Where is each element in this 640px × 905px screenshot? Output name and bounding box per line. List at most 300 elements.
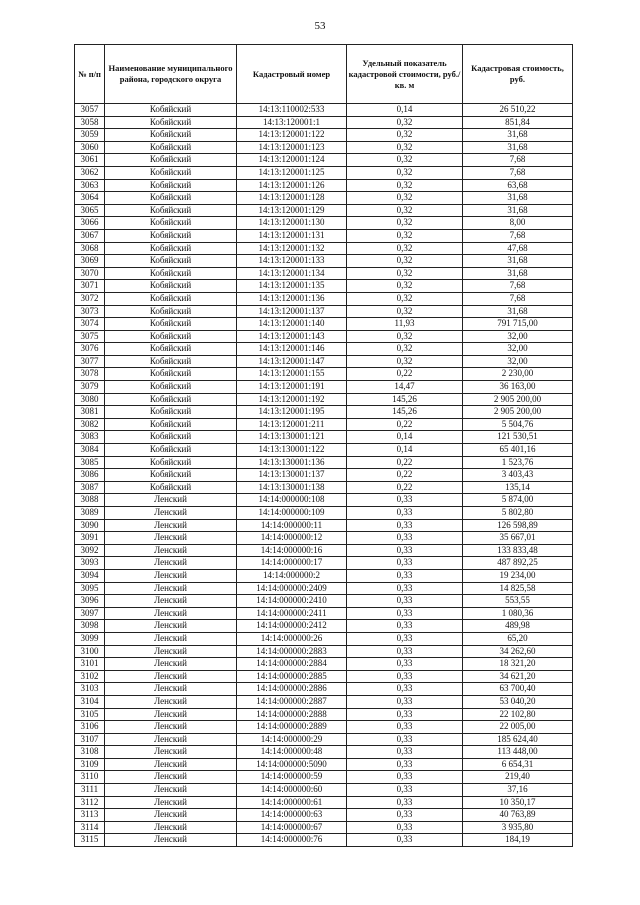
- cell-cadastral-number: 14:14:000000:12: [237, 532, 347, 545]
- cell-municipality: Кобяйский: [105, 481, 237, 494]
- cell-row-number: 3079: [75, 381, 105, 394]
- cell-row-number: 3095: [75, 582, 105, 595]
- table-row: [75, 507, 573, 520]
- cell-cadastral-number: 14:13:130001:137: [237, 469, 347, 482]
- table-header: [75, 45, 573, 104]
- cell-municipality: Ленский: [105, 784, 237, 797]
- cell-municipality: Кобяйский: [105, 116, 237, 129]
- cell-row-number: 3086: [75, 469, 105, 482]
- cell-municipality: Ленский: [105, 771, 237, 784]
- cell-cadastral-value: 791 715,00: [463, 318, 573, 331]
- cell-municipality: Ленский: [105, 494, 237, 507]
- cell-cadastral-value: 32,00: [463, 355, 573, 368]
- cell-cadastral-number: 14:13:120001:136: [237, 292, 347, 305]
- cell-cadastral-value: 36 163,00: [463, 381, 573, 394]
- cell-unit-value: 0,32: [347, 192, 463, 205]
- cell-unit-value: 0,33: [347, 544, 463, 557]
- cell-municipality: Ленский: [105, 733, 237, 746]
- cell-unit-value: 0,33: [347, 557, 463, 570]
- table-row: [75, 418, 573, 431]
- cell-unit-value: 0,32: [347, 292, 463, 305]
- cell-row-number: 3057: [75, 104, 105, 117]
- cell-cadastral-number: 14:13:120001:191: [237, 381, 347, 394]
- cell-cadastral-value: 32,00: [463, 343, 573, 356]
- cell-municipality: Кобяйский: [105, 242, 237, 255]
- cell-unit-value: 0,32: [347, 255, 463, 268]
- cell-cadastral-value: 113 448,00: [463, 746, 573, 759]
- table-row: [75, 494, 573, 507]
- table-row: [75, 154, 573, 167]
- header-unit-value: Удельный показатель кадастровой стоимости, руб./кв. м: [347, 45, 463, 104]
- cell-unit-value: 0,33: [347, 532, 463, 545]
- cell-row-number: 3114: [75, 821, 105, 834]
- cell-row-number: 3115: [75, 834, 105, 847]
- cell-row-number: 3062: [75, 166, 105, 179]
- cell-cadastral-value: 47,68: [463, 242, 573, 255]
- cell-row-number: 3109: [75, 758, 105, 771]
- cell-cadastral-value: 65,20: [463, 632, 573, 645]
- cell-cadastral-number: 14:14:000000:2889: [237, 721, 347, 734]
- cell-unit-value: 0,32: [347, 116, 463, 129]
- cell-unit-value: 0,33: [347, 645, 463, 658]
- table-row: [75, 129, 573, 142]
- cell-cadastral-number: 14:14:000000:48: [237, 746, 347, 759]
- table-row: [75, 192, 573, 205]
- cell-row-number: 3107: [75, 733, 105, 746]
- cell-cadastral-value: 8,00: [463, 217, 573, 230]
- cell-cadastral-number: 14:13:120001:155: [237, 368, 347, 381]
- cell-cadastral-number: 14:14:000000:2883: [237, 645, 347, 658]
- table-row: [75, 204, 573, 217]
- table-row: [75, 708, 573, 721]
- cell-cadastral-value: 31,68: [463, 129, 573, 142]
- cell-municipality: Ленский: [105, 746, 237, 759]
- cell-row-number: 3076: [75, 343, 105, 356]
- cell-unit-value: 0,22: [347, 481, 463, 494]
- cell-cadastral-value: 31,68: [463, 192, 573, 205]
- cell-cadastral-value: 22 102,80: [463, 708, 573, 721]
- cell-cadastral-number: 14:14:000000:26: [237, 632, 347, 645]
- cell-municipality: Ленский: [105, 695, 237, 708]
- table-row: [75, 305, 573, 318]
- cell-municipality: Кобяйский: [105, 129, 237, 142]
- cell-cadastral-value: 1 080,36: [463, 607, 573, 620]
- cell-unit-value: 0,33: [347, 569, 463, 582]
- cell-municipality: Кобяйский: [105, 318, 237, 331]
- cell-municipality: Ленский: [105, 796, 237, 809]
- cell-row-number: 3101: [75, 658, 105, 671]
- cell-cadastral-value: 34 262,60: [463, 645, 573, 658]
- cell-cadastral-number: 14:14:000000:2885: [237, 670, 347, 683]
- cell-unit-value: 0,33: [347, 695, 463, 708]
- cell-row-number: 3103: [75, 683, 105, 696]
- cell-municipality: Ленский: [105, 507, 237, 520]
- cell-row-number: 3077: [75, 355, 105, 368]
- cell-cadastral-number: 14:14:000000:29: [237, 733, 347, 746]
- cell-row-number: 3102: [75, 670, 105, 683]
- cell-municipality: Кобяйский: [105, 305, 237, 318]
- cell-cadastral-value: 185 624,40: [463, 733, 573, 746]
- table-row: [75, 809, 573, 822]
- cell-unit-value: 0,32: [347, 154, 463, 167]
- cell-cadastral-number: 14:13:130001:122: [237, 444, 347, 457]
- cell-municipality: Кобяйский: [105, 381, 237, 394]
- table-row: [75, 834, 573, 847]
- cell-unit-value: 0,32: [347, 330, 463, 343]
- cell-unit-value: 0,33: [347, 658, 463, 671]
- cell-cadastral-number: 14:14:000000:60: [237, 784, 347, 797]
- cell-cadastral-value: 7,68: [463, 229, 573, 242]
- cell-cadastral-value: 65 401,16: [463, 444, 573, 457]
- cell-municipality: Кобяйский: [105, 255, 237, 268]
- cell-cadastral-number: 14:14:000000:17: [237, 557, 347, 570]
- cell-unit-value: 0,22: [347, 368, 463, 381]
- cell-municipality: Ленский: [105, 582, 237, 595]
- cell-unit-value: 0,32: [347, 355, 463, 368]
- table-row: [75, 355, 573, 368]
- table-row: [75, 229, 573, 242]
- table-row: [75, 406, 573, 419]
- cell-cadastral-value: 3 403,43: [463, 469, 573, 482]
- table-row: [75, 595, 573, 608]
- cell-cadastral-value: 32,00: [463, 330, 573, 343]
- cell-unit-value: 0,32: [347, 343, 463, 356]
- table-row: [75, 141, 573, 154]
- table-row: [75, 771, 573, 784]
- table-row: [75, 557, 573, 570]
- table-row: [75, 569, 573, 582]
- header-cadastral-value: Кадастровая стоимость, руб.: [463, 45, 573, 104]
- cell-unit-value: 0,14: [347, 104, 463, 117]
- cell-cadastral-value: 5 802,80: [463, 507, 573, 520]
- cadastral-value-table: [74, 44, 573, 847]
- cell-cadastral-number: 14:13:120001:1: [237, 116, 347, 129]
- cell-unit-value: 0,33: [347, 821, 463, 834]
- cell-cadastral-value: 184,19: [463, 834, 573, 847]
- cell-row-number: 3084: [75, 444, 105, 457]
- cell-cadastral-number: 14:13:120001:146: [237, 343, 347, 356]
- cell-unit-value: 0,32: [347, 280, 463, 293]
- cell-cadastral-number: 14:13:120001:140: [237, 318, 347, 331]
- header-municipality: Наименование муниципального района, городского округа: [105, 45, 237, 104]
- cell-unit-value: 145,26: [347, 393, 463, 406]
- cell-cadastral-value: 7,68: [463, 292, 573, 305]
- cell-unit-value: 0,33: [347, 721, 463, 734]
- table-row: [75, 733, 573, 746]
- cell-municipality: Ленский: [105, 670, 237, 683]
- cell-cadastral-value: 31,68: [463, 255, 573, 268]
- table-row: [75, 368, 573, 381]
- cell-row-number: 3081: [75, 406, 105, 419]
- cell-cadastral-value: 19 234,00: [463, 569, 573, 582]
- cell-municipality: Кобяйский: [105, 192, 237, 205]
- cell-row-number: 3098: [75, 620, 105, 633]
- table-row: [75, 607, 573, 620]
- cell-cadastral-value: 1 523,76: [463, 456, 573, 469]
- cell-cadastral-value: 31,68: [463, 267, 573, 280]
- cell-cadastral-value: 3 935,80: [463, 821, 573, 834]
- cell-cadastral-number: 14:14:000000:2884: [237, 658, 347, 671]
- table-row: [75, 116, 573, 129]
- cell-cadastral-value: 35 667,01: [463, 532, 573, 545]
- cell-cadastral-value: 40 763,89: [463, 809, 573, 822]
- cell-municipality: Ленский: [105, 721, 237, 734]
- cell-row-number: 3080: [75, 393, 105, 406]
- cell-cadastral-value: 18 321,20: [463, 658, 573, 671]
- cell-cadastral-number: 14:13:120001:137: [237, 305, 347, 318]
- cell-municipality: Кобяйский: [105, 280, 237, 293]
- cell-municipality: Кобяйский: [105, 469, 237, 482]
- table-row: [75, 444, 573, 457]
- cell-municipality: Кобяйский: [105, 179, 237, 192]
- cell-cadastral-number: 14:14:000000:2412: [237, 620, 347, 633]
- cell-cadastral-value: 63 700,40: [463, 683, 573, 696]
- cell-cadastral-number: 14:13:130001:136: [237, 456, 347, 469]
- table-body: [75, 104, 573, 847]
- page-number: 53: [314, 20, 326, 32]
- table-row: [75, 695, 573, 708]
- cell-cadastral-number: 14:13:120001:129: [237, 204, 347, 217]
- cell-row-number: 3097: [75, 607, 105, 620]
- cell-cadastral-value: 126 598,89: [463, 519, 573, 532]
- cell-cadastral-number: 14:14:000000:76: [237, 834, 347, 847]
- cell-unit-value: 0,14: [347, 444, 463, 457]
- table-row: [75, 469, 573, 482]
- cell-municipality: Кобяйский: [105, 330, 237, 343]
- cell-municipality: Ленский: [105, 658, 237, 671]
- cell-row-number: 3073: [75, 305, 105, 318]
- table-row: [75, 758, 573, 771]
- table-row: [75, 393, 573, 406]
- cell-municipality: Ленский: [105, 519, 237, 532]
- cell-municipality: Кобяйский: [105, 154, 237, 167]
- cell-unit-value: 0,33: [347, 796, 463, 809]
- cell-unit-value: 0,33: [347, 620, 463, 633]
- cell-unit-value: 0,33: [347, 708, 463, 721]
- cell-cadastral-number: 14:13:120001:128: [237, 192, 347, 205]
- cell-municipality: Кобяйский: [105, 267, 237, 280]
- table-row: [75, 821, 573, 834]
- cell-cadastral-number: 14:13:130001:138: [237, 481, 347, 494]
- cell-municipality: Ленский: [105, 532, 237, 545]
- cell-municipality: Кобяйский: [105, 418, 237, 431]
- cell-cadastral-number: 14:13:120001:123: [237, 141, 347, 154]
- table-row: [75, 620, 573, 633]
- cell-row-number: 3085: [75, 456, 105, 469]
- cell-cadastral-value: 34 621,20: [463, 670, 573, 683]
- cell-unit-value: 0,32: [347, 305, 463, 318]
- cell-cadastral-number: 14:14:000000:67: [237, 821, 347, 834]
- cell-row-number: 3067: [75, 229, 105, 242]
- cell-municipality: Кобяйский: [105, 141, 237, 154]
- cell-row-number: 3082: [75, 418, 105, 431]
- cell-cadastral-value: 553,55: [463, 595, 573, 608]
- cell-cadastral-number: 14:13:120001:143: [237, 330, 347, 343]
- cell-municipality: Ленский: [105, 544, 237, 557]
- table-row: [75, 645, 573, 658]
- cell-municipality: Кобяйский: [105, 343, 237, 356]
- cell-row-number: 3092: [75, 544, 105, 557]
- cell-cadastral-number: 14:14:000000:2888: [237, 708, 347, 721]
- cell-cadastral-value: 7,68: [463, 166, 573, 179]
- table-row: [75, 632, 573, 645]
- cell-unit-value: 0,33: [347, 582, 463, 595]
- cell-cadastral-number: 14:13:120001:134: [237, 267, 347, 280]
- cell-row-number: 3089: [75, 507, 105, 520]
- cell-row-number: 3099: [75, 632, 105, 645]
- cell-cadastral-number: 14:13:120001:192: [237, 393, 347, 406]
- table-row: [75, 242, 573, 255]
- cell-cadastral-value: 133 833,48: [463, 544, 573, 557]
- cell-municipality: Кобяйский: [105, 229, 237, 242]
- cell-cadastral-value: 5 874,00: [463, 494, 573, 507]
- cell-row-number: 3094: [75, 569, 105, 582]
- cell-cadastral-value: 31,68: [463, 305, 573, 318]
- cell-unit-value: 0,33: [347, 607, 463, 620]
- cell-row-number: 3087: [75, 481, 105, 494]
- cell-unit-value: 0,33: [347, 507, 463, 520]
- cell-unit-value: 11,93: [347, 318, 463, 331]
- cell-row-number: 3111: [75, 784, 105, 797]
- cell-unit-value: 0,32: [347, 166, 463, 179]
- table-row: [75, 784, 573, 797]
- cell-municipality: Кобяйский: [105, 368, 237, 381]
- table-row: [75, 582, 573, 595]
- cell-cadastral-number: 14:13:110002:533: [237, 104, 347, 117]
- cell-row-number: 3069: [75, 255, 105, 268]
- cell-cadastral-number: 14:13:120001:125: [237, 166, 347, 179]
- cell-municipality: Ленский: [105, 645, 237, 658]
- cell-cadastral-number: 14:14:000000:63: [237, 809, 347, 822]
- table-row: [75, 381, 573, 394]
- cell-unit-value: 145,26: [347, 406, 463, 419]
- cell-municipality: Кобяйский: [105, 217, 237, 230]
- cell-unit-value: 0,33: [347, 758, 463, 771]
- cell-unit-value: 0,32: [347, 242, 463, 255]
- cell-municipality: Кобяйский: [105, 204, 237, 217]
- cell-cadastral-value: 7,68: [463, 154, 573, 167]
- cell-row-number: 3066: [75, 217, 105, 230]
- table-row: [75, 532, 573, 545]
- cell-unit-value: 0,33: [347, 834, 463, 847]
- cell-municipality: Кобяйский: [105, 355, 237, 368]
- cell-cadastral-number: 14:14:000000:2: [237, 569, 347, 582]
- cell-municipality: Ленский: [105, 607, 237, 620]
- table-row: [75, 683, 573, 696]
- cell-cadastral-value: 31,68: [463, 204, 573, 217]
- cell-row-number: 3105: [75, 708, 105, 721]
- cell-row-number: 3113: [75, 809, 105, 822]
- cell-cadastral-value: 6 654,31: [463, 758, 573, 771]
- table-row: [75, 217, 573, 230]
- cell-cadastral-value: 135,14: [463, 481, 573, 494]
- cell-cadastral-number: 14:13:120001:211: [237, 418, 347, 431]
- cell-unit-value: 0,33: [347, 595, 463, 608]
- cell-municipality: Ленский: [105, 821, 237, 834]
- table-row: [75, 431, 573, 444]
- cell-unit-value: 0,32: [347, 204, 463, 217]
- cell-row-number: 3078: [75, 368, 105, 381]
- cell-cadastral-value: 2 905 200,00: [463, 406, 573, 419]
- cell-unit-value: 0,33: [347, 683, 463, 696]
- table-row: [75, 292, 573, 305]
- cell-cadastral-number: 14:13:120001:124: [237, 154, 347, 167]
- cell-cadastral-value: 219,40: [463, 771, 573, 784]
- cell-cadastral-number: 14:14:000000:59: [237, 771, 347, 784]
- cell-cadastral-number: 14:14:000000:2411: [237, 607, 347, 620]
- cell-cadastral-number: 14:13:120001:131: [237, 229, 347, 242]
- cell-cadastral-number: 14:13:120001:122: [237, 129, 347, 142]
- cell-unit-value: 0,32: [347, 129, 463, 142]
- table-row: [75, 544, 573, 557]
- cell-cadastral-number: 14:14:000000:2887: [237, 695, 347, 708]
- cell-municipality: Ленский: [105, 683, 237, 696]
- cell-municipality: Ленский: [105, 708, 237, 721]
- cell-municipality: Ленский: [105, 569, 237, 582]
- header-row-number: № п/п: [75, 45, 105, 104]
- table-row: [75, 670, 573, 683]
- cell-cadastral-number: 14:14:000000:2410: [237, 595, 347, 608]
- cell-unit-value: 0,32: [347, 179, 463, 192]
- cell-unit-value: 0,33: [347, 632, 463, 645]
- table-row: [75, 104, 573, 117]
- cell-municipality: Кобяйский: [105, 431, 237, 444]
- cell-unit-value: 0,22: [347, 456, 463, 469]
- cell-unit-value: 0,33: [347, 784, 463, 797]
- cell-municipality: Ленский: [105, 557, 237, 570]
- cell-cadastral-value: 121 530,51: [463, 431, 573, 444]
- cell-cadastral-number: 14:14:000000:5090: [237, 758, 347, 771]
- cell-row-number: 3064: [75, 192, 105, 205]
- cell-cadastral-number: 14:13:120001:130: [237, 217, 347, 230]
- table-row: [75, 166, 573, 179]
- cell-row-number: 3058: [75, 116, 105, 129]
- cell-municipality: Ленский: [105, 758, 237, 771]
- cell-cadastral-value: 10 350,17: [463, 796, 573, 809]
- cell-cadastral-value: 22 005,00: [463, 721, 573, 734]
- table-row: [75, 456, 573, 469]
- cell-unit-value: 0,32: [347, 229, 463, 242]
- cell-row-number: 3088: [75, 494, 105, 507]
- cell-municipality: Кобяйский: [105, 393, 237, 406]
- cell-cadastral-number: 14:14:000000:2886: [237, 683, 347, 696]
- cell-municipality: Кобяйский: [105, 456, 237, 469]
- cell-cadastral-number: 14:14:000000:108: [237, 494, 347, 507]
- cell-unit-value: 0,14: [347, 431, 463, 444]
- cell-cadastral-value: 37,16: [463, 784, 573, 797]
- table-row: [75, 267, 573, 280]
- cell-municipality: Кобяйский: [105, 104, 237, 117]
- cell-cadastral-value: 487 892,25: [463, 557, 573, 570]
- cell-unit-value: 0,33: [347, 771, 463, 784]
- cell-row-number: 3104: [75, 695, 105, 708]
- cell-cadastral-value: 14 825,58: [463, 582, 573, 595]
- cell-cadastral-number: 14:13:120001:147: [237, 355, 347, 368]
- cell-unit-value: 0,33: [347, 519, 463, 532]
- header-cadastral-number: Кадастровый номер: [237, 45, 347, 104]
- cell-cadastral-number: 14:13:120001:126: [237, 179, 347, 192]
- cell-unit-value: 0,33: [347, 494, 463, 507]
- table-row: [75, 481, 573, 494]
- cell-row-number: 3110: [75, 771, 105, 784]
- table-row: [75, 796, 573, 809]
- cell-cadastral-number: 14:14:000000:2409: [237, 582, 347, 595]
- cell-row-number: 3096: [75, 595, 105, 608]
- cell-row-number: 3112: [75, 796, 105, 809]
- cell-cadastral-number: 14:13:120001:135: [237, 280, 347, 293]
- cell-row-number: 3083: [75, 431, 105, 444]
- cell-row-number: 3068: [75, 242, 105, 255]
